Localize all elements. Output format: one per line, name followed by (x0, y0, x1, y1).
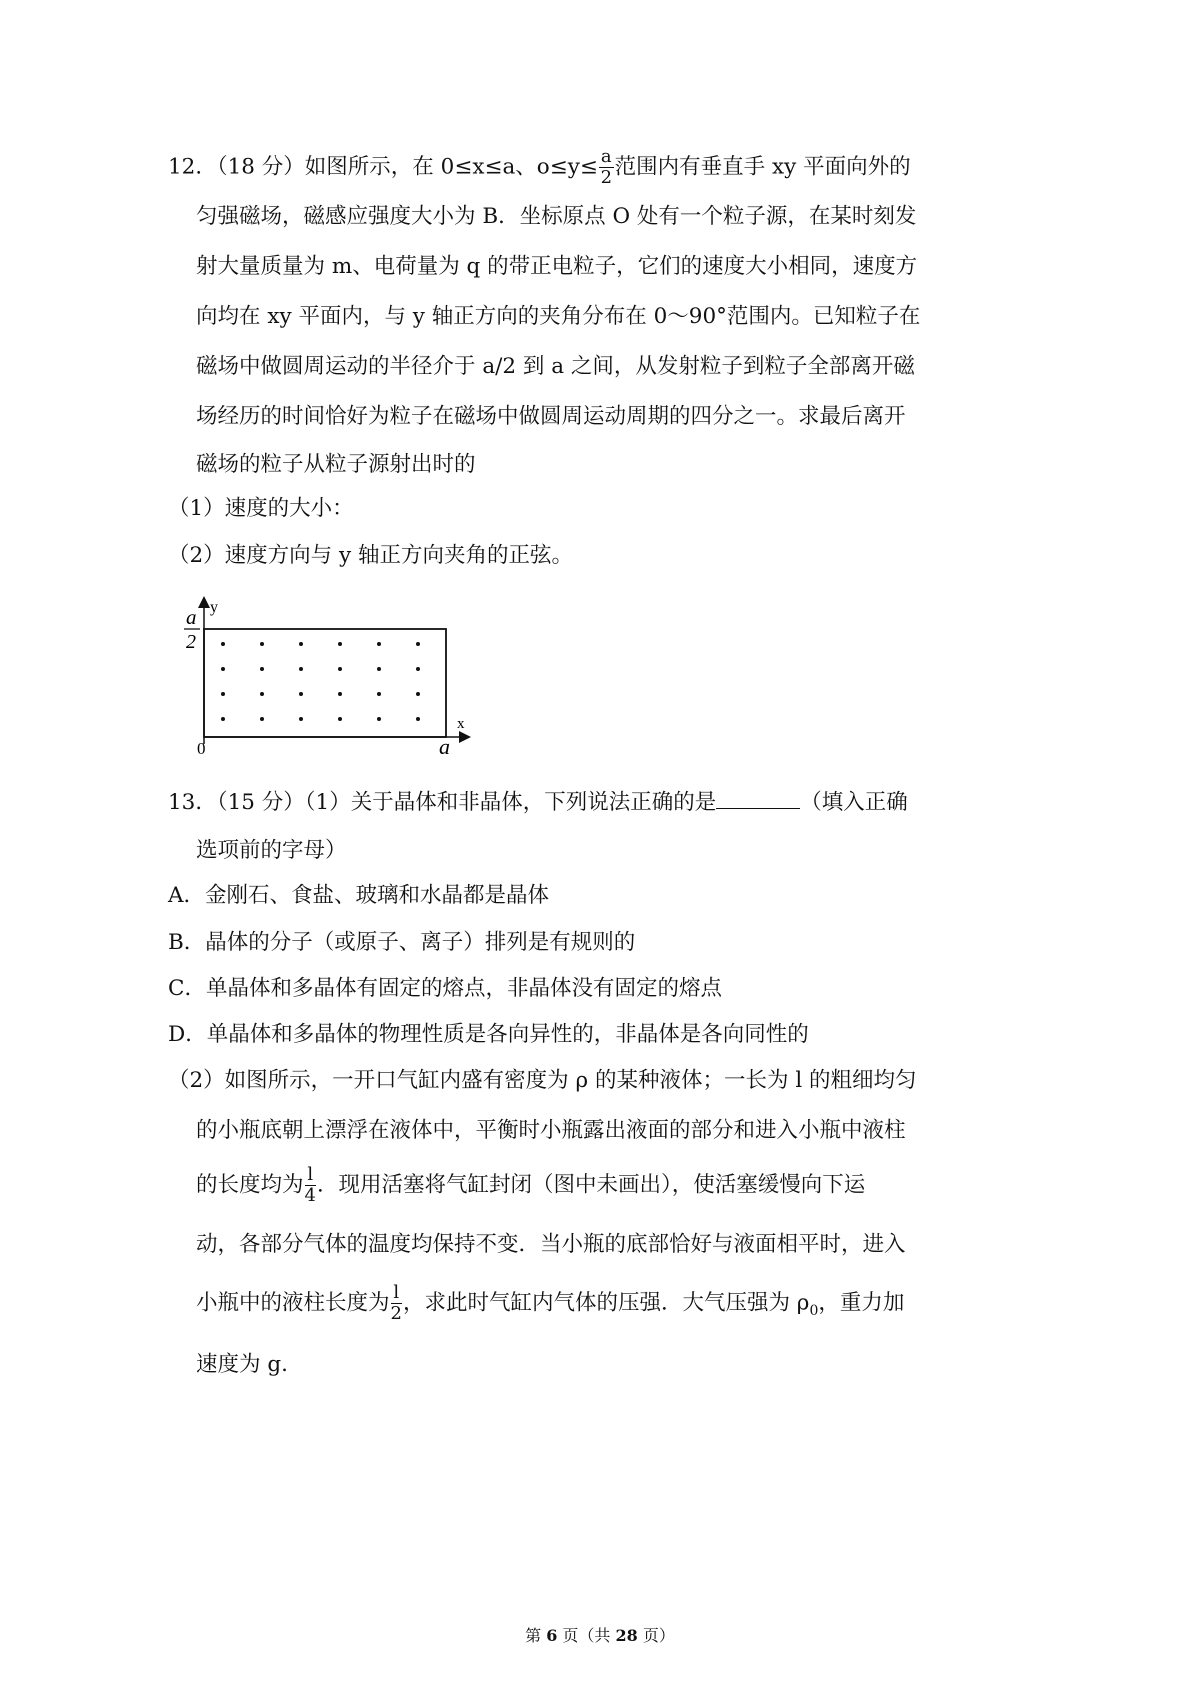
q13-part2-line-2: 的小瓶底朝上漂浮在液体中，平衡时小瓶露出液面的部分和进入小瓶中液柱 (196, 1118, 906, 1143)
q13-line-2: 选项前的字母） (196, 838, 347, 863)
q12-line-1 (168, 148, 911, 187)
field-dot (377, 642, 381, 646)
fraction-l-over-2: $\frac{l}{2}$ (390, 1282, 402, 1324)
q13-part2-line-1: （2）如图所示，一开口气缸内盛有密度为 ρ 的某种液体；一长为 l 的粗细均匀 (168, 1068, 917, 1093)
field-dot (338, 692, 342, 696)
field-dot (338, 717, 342, 721)
q13-part2-line-5 (196, 1284, 904, 1323)
field-dot (299, 692, 303, 696)
field-dot (260, 692, 264, 696)
field-dot (221, 667, 225, 671)
field-dot (260, 717, 264, 721)
q13-option-a: A．金刚石、食盐、玻璃和水晶都是晶体 (168, 883, 550, 908)
fraction-a-over-2: $\frac{a}{2}$ (600, 146, 613, 188)
q13-part2-line-4: 动，各部分气体的温度均保持不变．当小瓶的底部恰好与液面相平时，进入 (196, 1232, 906, 1257)
field-dot (221, 692, 225, 696)
field-dot (299, 717, 303, 721)
field-dot (377, 717, 381, 721)
origin-label: 0 (197, 739, 206, 754)
q12-line-6: 场经历的时间恰好为粒子在磁场中做圆周运动周期的四分之一。求最后离开 (196, 404, 906, 429)
field-dots (221, 642, 420, 721)
q13-option-c: C．单晶体和多晶体有固定的熔点，非晶体没有固定的熔点 (168, 976, 722, 1001)
field-dot (221, 717, 225, 721)
q12-sub-question-1: （1）速度的大小： (168, 496, 354, 521)
q12-line-2: 匀强磁场，磁感应强度大小为 B．坐标原点 O 处有一个粒子源，在某时刻发 (196, 204, 917, 229)
q13-option-b: B．晶体的分子（或原子、离子）排列是有规则的 (168, 930, 636, 955)
q12-line-4: 向均在 xy 平面内，与 y 轴正方向的夹角分布在 0～90°范围内。已知粒子在 (196, 304, 921, 329)
fraction-l-over-4: $\frac{l}{4}$ (304, 1164, 316, 1206)
current-page: 6 (546, 1626, 558, 1645)
q13-part2-line-6: 速度为 g. (196, 1352, 288, 1377)
q13-line-1-post: （填入正确 (800, 790, 908, 815)
q13-option-d: D．单晶体和多晶体的物理性质是各向异性的，非晶体是各向同性的 (168, 1022, 809, 1047)
answer-blank (716, 790, 800, 809)
q13-part2-line-3-post: ．现用活塞将气缸封闭（图中未画出），使活塞缓慢向下运 (316, 1172, 866, 1198)
q12-line-1-pre: 12．（18 分）如图所示，在 0≤x≤a、o≤y≤ (168, 154, 598, 180)
q12-sub-question-2: （2）速度方向与 y 轴正方向夹角的正弦。 (168, 543, 573, 568)
y-axis-label: y (210, 599, 218, 616)
y-end-denominator: 2 (186, 631, 196, 653)
q13-part2-line-5-pre: 小瓶中的液柱长度为 (196, 1290, 390, 1316)
rho-subscript: 0 (809, 1302, 819, 1319)
q13-part2-line-5-post2: ，重力加 (818, 1290, 905, 1316)
x-end-label: a (439, 734, 450, 754)
field-dot (299, 642, 303, 646)
field-dot (416, 717, 420, 721)
page-footer: 第 6 页（共 28 页） (525, 1626, 675, 1645)
q12-line-5: 磁场中做圆周运动的半径介于 a/2 到 a 之间，从发射粒子到粒子全部离开磁 (196, 354, 915, 379)
field-dot (377, 667, 381, 671)
total-pages: 28 (615, 1626, 638, 1645)
field-dot (260, 667, 264, 671)
field-dot (299, 667, 303, 671)
field-dot (416, 667, 420, 671)
field-dot (338, 667, 342, 671)
q12-line-3: 射大量质量为 m、电荷量为 q 的带正电粒子，它们的速度大小相同，速度方 (196, 254, 918, 279)
y-end-numerator: a (186, 605, 197, 629)
q13-part2-line-3 (196, 1166, 865, 1205)
field-dot (416, 642, 420, 646)
field-dot (338, 642, 342, 646)
x-axis-label: x (457, 716, 465, 732)
q12-line-1-post: 范围内有垂直手 xy 平面向外的 (614, 154, 911, 180)
field-dot (377, 692, 381, 696)
field-dot (260, 642, 264, 646)
q13-line-1 (168, 790, 908, 816)
field-dot (416, 692, 420, 696)
q13-part2-line-3-pre: 的长度均为 (196, 1172, 304, 1198)
magnetic-field-diagram (183, 596, 473, 754)
field-dot (221, 642, 225, 646)
q13-line-1-pre: 13．（15 分）（1）关于晶体和非晶体，下列说法正确的是 (168, 790, 717, 815)
q13-part2-line-5-post: ，求此时气缸内气体的压强．大气压强为 ρ (402, 1290, 810, 1316)
field-region (204, 629, 446, 737)
q12-line-7: 磁场的粒子从粒子源射出时的 (196, 452, 476, 477)
